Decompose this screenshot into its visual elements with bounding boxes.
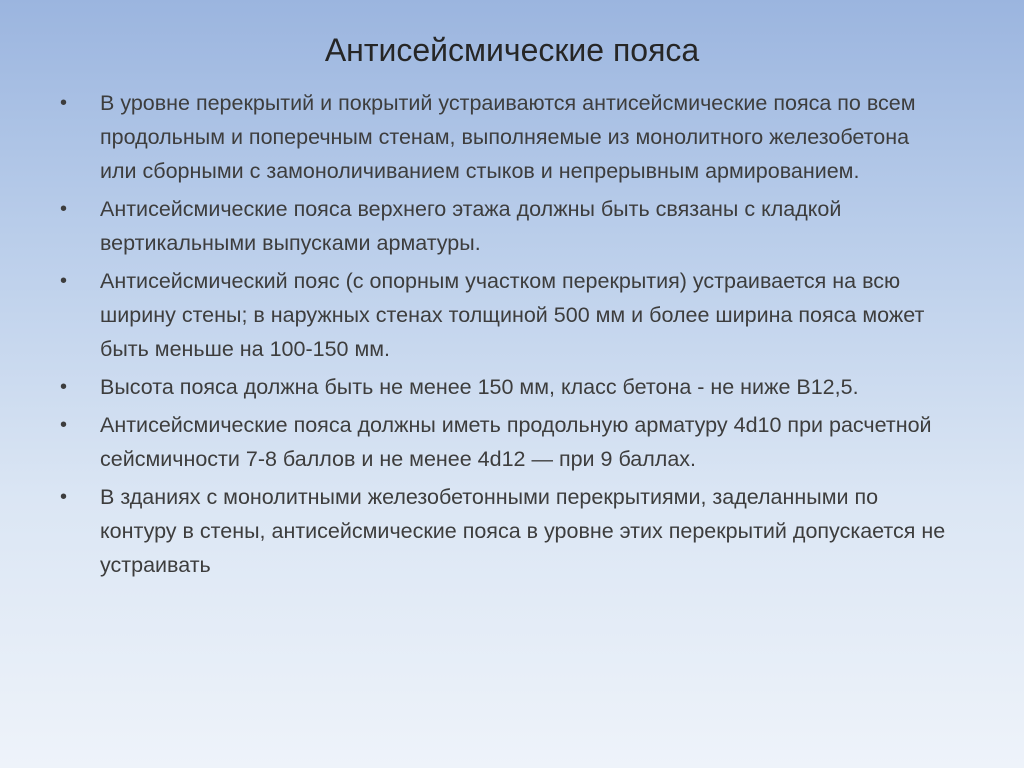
bullet-icon: • [60, 376, 68, 398]
bullet-text: Высота пояса должна быть не менее 150 мм, класс бетона - не ниже В12,5. [100, 375, 859, 399]
bullet-icon: • [60, 92, 68, 114]
bullet-list [60, 86, 950, 586]
bullet-item [60, 480, 950, 582]
bullet-text: Антисейсмические пояса должны иметь продольную арматуру 4d10 при расчетной сейсмичности 7-8 баллов и не менее 4d12 — при 9 баллах. [100, 413, 932, 471]
bullet-item [60, 86, 950, 188]
bullet-icon: • [60, 486, 68, 508]
bullet-icon: • [60, 270, 68, 292]
bullet-text: В уровне перекрытий и покрытий устраиваются антисейсмические пояса по всем продольным и поперечным стенам, выполняемые из монолитного железобетона или сборными с замоноличиванием стыков и непрерывным армированием. [100, 91, 916, 183]
bullet-item [60, 408, 950, 476]
bullet-item [60, 370, 950, 404]
bullet-text: В зданиях с монолитными железобетонными перекрытиями, заделанными по контуру в стены, антисейсмические пояса в уровне этих перекрытий допускается не устраивать [100, 485, 946, 577]
bullet-item [60, 264, 950, 366]
bullet-text: Антисейсмический пояс (с опорным участком перекрытия) устраивается на всю ширину стены; в наружных стенах толщиной 500 мм и более ширина пояса может быть меньше на 100-150 мм. [100, 269, 925, 361]
bullet-text: Антисейсмические пояса верхнего этажа должны быть связаны с кладкой вертикальными выпусками арматуры. [100, 197, 842, 255]
bullet-icon: • [60, 414, 68, 436]
slide-title: Антисейсмические пояса [324, 32, 700, 68]
bullet-item [60, 192, 950, 260]
bullet-icon: • [60, 198, 68, 220]
